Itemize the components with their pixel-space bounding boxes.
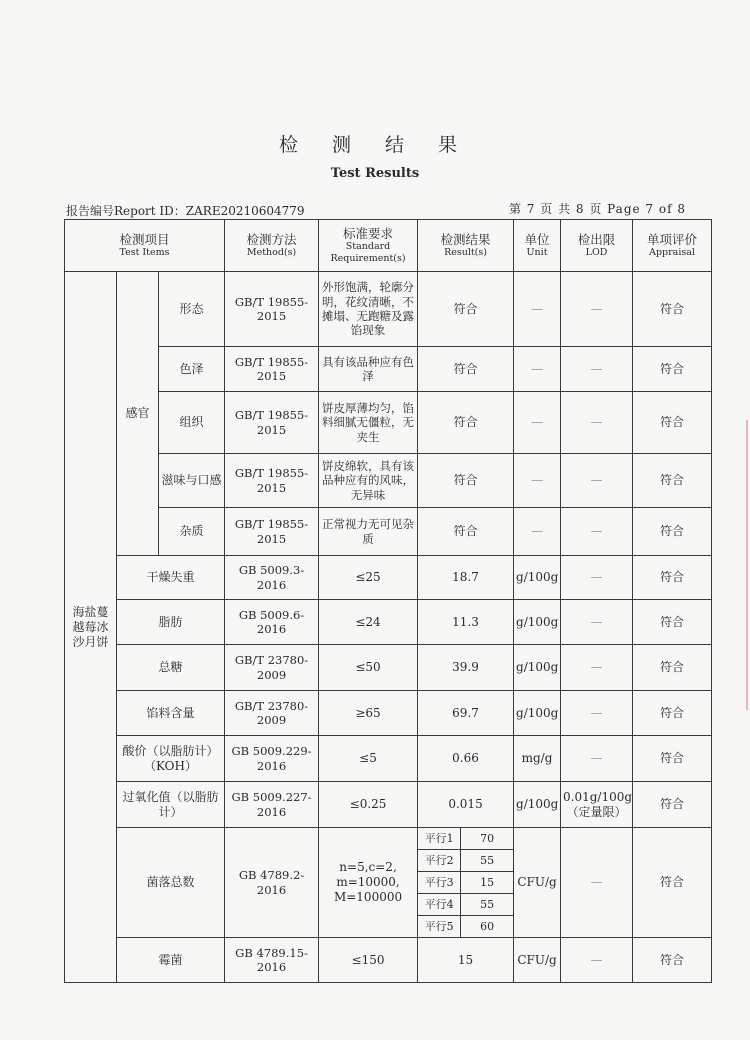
- item-method: GB 5009.6-2016: [225, 600, 319, 645]
- parallel-value: 60: [461, 916, 513, 938]
- item-appraisal: 符合: [633, 454, 712, 508]
- page-title: 检 测 结 果: [278, 134, 472, 156]
- table-row: [65, 600, 712, 645]
- item-lod: —: [561, 347, 633, 392]
- item-name: 滋味与口感: [159, 454, 225, 508]
- item-name: 组织: [159, 392, 225, 454]
- table-row: [65, 347, 712, 392]
- item-unit: —: [514, 454, 561, 508]
- item-name: 脂肪: [117, 600, 225, 645]
- item-method: GB/T 19855-2015: [225, 272, 319, 347]
- item-appraisal: 符合: [633, 782, 712, 828]
- item-unit: g/100g: [514, 556, 561, 600]
- page-subtitle: Test Results: [330, 166, 420, 181]
- seal-stamp-edge: [736, 420, 748, 710]
- item-lod: —: [561, 392, 633, 454]
- item-unit: CFU/g: [514, 938, 561, 983]
- item-requirement: ≤150: [319, 938, 418, 983]
- item-unit: —: [514, 347, 561, 392]
- item-requirement: ≤25: [319, 556, 418, 600]
- table-row: [65, 782, 712, 828]
- parallel-row: [418, 916, 513, 938]
- parallel-value: 15: [461, 872, 513, 894]
- item-unit: —: [514, 508, 561, 556]
- item-result: 符合: [418, 508, 514, 556]
- item-requirement: ≤24: [319, 600, 418, 645]
- parallel-value: 55: [461, 850, 513, 872]
- parallel-label: 平行5: [418, 916, 461, 938]
- parallel-label: 平行4: [418, 894, 461, 916]
- item-result: 符合: [418, 454, 514, 508]
- report-id: 报告编号Report ID：ZARE20210604779: [66, 204, 305, 218]
- item-unit: CFU/g: [514, 828, 561, 938]
- item-requirement: ≤5: [319, 736, 418, 782]
- item-name: 馅料含量: [117, 691, 225, 736]
- item-method: GB/T 23780-2009: [225, 691, 319, 736]
- item-unit: —: [514, 272, 561, 347]
- table-row-colony: [65, 828, 712, 938]
- item-lod: 0.01g/100g（定量限）: [561, 782, 633, 828]
- item-method: GB/T 23780-2009: [225, 645, 319, 691]
- item-result: 符合: [418, 347, 514, 392]
- item-requirement: 饼皮绵软，具有该品种应有的风味，无异味: [319, 454, 418, 508]
- item-requirement: 正常视力无可见杂质: [319, 508, 418, 556]
- item-lod: —: [561, 600, 633, 645]
- item-name: 菌落总数: [117, 828, 225, 938]
- item-requirement: ≤0.25: [319, 782, 418, 828]
- parallel-value: 70: [461, 828, 513, 850]
- item-name: 杂质: [159, 508, 225, 556]
- parallel-row: [418, 872, 513, 894]
- item-name: 酸价（以脂肪计）（KOH）: [117, 736, 225, 782]
- item-appraisal: 符合: [633, 556, 712, 600]
- item-method: GB/T 19855-2015: [225, 392, 319, 454]
- item-requirement: 饼皮厚薄均匀，馅料细腻无僵粒，无夹生: [319, 392, 418, 454]
- item-name: 过氧化值（以脂肪计）: [117, 782, 225, 828]
- table-row: [65, 938, 712, 983]
- item-unit: g/100g: [514, 782, 561, 828]
- item-result: 15: [418, 938, 514, 983]
- item-appraisal: 符合: [633, 691, 712, 736]
- item-unit: g/100g: [514, 645, 561, 691]
- item-requirement: ≤50: [319, 645, 418, 691]
- parallel-row: [418, 850, 513, 872]
- item-requirement: n=5,c=2, m=10000, M=100000: [319, 828, 418, 938]
- item-lod: —: [561, 736, 633, 782]
- item-name: 色泽: [159, 347, 225, 392]
- item-name: 总糖: [117, 645, 225, 691]
- item-unit: —: [514, 392, 561, 454]
- table-row: [65, 645, 712, 691]
- item-lod: —: [561, 272, 633, 347]
- header-item: 检测项目 Test Items: [65, 220, 225, 272]
- item-appraisal: 符合: [633, 508, 712, 556]
- header-lod: 检出限 LOD: [561, 220, 633, 272]
- parallel-label: 平行3: [418, 872, 461, 894]
- parallel-row: [418, 894, 513, 916]
- item-method: GB 4789.15-2016: [225, 938, 319, 983]
- item-requirement: ≥65: [319, 691, 418, 736]
- item-appraisal: 符合: [633, 645, 712, 691]
- item-appraisal: 符合: [633, 736, 712, 782]
- item-appraisal: 符合: [633, 272, 712, 347]
- item-appraisal: 符合: [633, 938, 712, 983]
- item-result: 11.3: [418, 600, 514, 645]
- item-result: 18.7: [418, 556, 514, 600]
- table-row: [65, 691, 712, 736]
- item-appraisal: 符合: [633, 600, 712, 645]
- item-lod: —: [561, 645, 633, 691]
- colony-parallels-cell: [418, 828, 514, 938]
- parallel-row: [418, 828, 513, 850]
- results-table: [64, 219, 712, 983]
- item-method: GB 4789.2-2016: [225, 828, 319, 938]
- item-lod: —: [561, 938, 633, 983]
- header-requirement: 标准要求 Standard Requirement(s): [319, 220, 418, 272]
- header-appraisal: 单项评价 Appraisal: [633, 220, 712, 272]
- header-method: 检测方法 Method(s): [225, 220, 319, 272]
- item-method: GB 5009.227-2016: [225, 782, 319, 828]
- parallel-label: 平行2: [418, 850, 461, 872]
- item-lod: —: [561, 454, 633, 508]
- parallel-label: 平行1: [418, 828, 461, 850]
- item-appraisal: 符合: [633, 828, 712, 938]
- parallel-results-table: [418, 828, 513, 937]
- page-number: 第 7 页 共 8 页 Page 7 of 8: [508, 202, 686, 216]
- item-result: 39.9: [418, 645, 514, 691]
- parallel-value: 55: [461, 894, 513, 916]
- item-appraisal: 符合: [633, 347, 712, 392]
- item-unit: mg/g: [514, 736, 561, 782]
- item-name: 霉菌: [117, 938, 225, 983]
- item-result: 符合: [418, 272, 514, 347]
- item-appraisal: 符合: [633, 392, 712, 454]
- sensory-group-label: 感官: [117, 272, 159, 556]
- sample-name: 海盐蔓越莓冰沙月饼: [65, 272, 117, 983]
- item-requirement: 具有该品种应有色泽: [319, 347, 418, 392]
- item-method: GB 5009.3-2016: [225, 556, 319, 600]
- item-lod: —: [561, 556, 633, 600]
- item-unit: g/100g: [514, 600, 561, 645]
- table-row: [65, 736, 712, 782]
- item-name: 形态: [159, 272, 225, 347]
- item-requirement: 外形饱满，轮廓分明，花纹清晰，不摊塌、无跑糖及露馅现象: [319, 272, 418, 347]
- item-method: GB/T 19855-2015: [225, 508, 319, 556]
- table-row: [65, 508, 712, 556]
- item-name: 干燥失重: [117, 556, 225, 600]
- item-result: 0.015: [418, 782, 514, 828]
- item-result: 符合: [418, 392, 514, 454]
- table-row: [65, 454, 712, 508]
- table-row: [65, 272, 712, 347]
- item-lod: —: [561, 508, 633, 556]
- item-method: GB/T 19855-2015: [225, 454, 319, 508]
- header-result: 检测结果 Result(s): [418, 220, 514, 272]
- table-header-row: [65, 220, 712, 272]
- item-result: 0.66: [418, 736, 514, 782]
- item-unit: g/100g: [514, 691, 561, 736]
- item-lod: —: [561, 828, 633, 938]
- item-result: 69.7: [418, 691, 514, 736]
- item-lod: —: [561, 691, 633, 736]
- item-method: GB 5009.229-2016: [225, 736, 319, 782]
- header-unit: 单位 Unit: [514, 220, 561, 272]
- table-row: [65, 392, 712, 454]
- item-method: GB/T 19855-2015: [225, 347, 319, 392]
- table-row: [65, 556, 712, 600]
